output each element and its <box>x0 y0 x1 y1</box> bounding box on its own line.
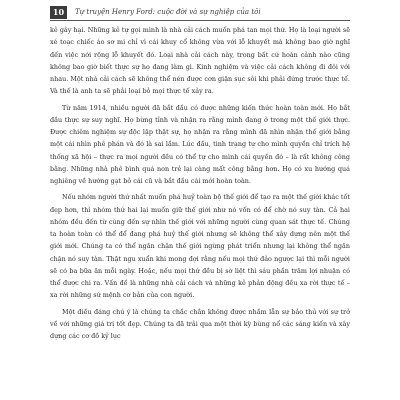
paragraph: Một điều đáng chú ý là chúng ta chắc chắn không được nhầm lẫn sự bảo thủ với sự trở về với những giá trị tốt đẹp. Chúng ta đã trải qua một thời kỳ bùng nổ các sáng kiến và xây dựng các cơ đồ kỷ lục <box>50 307 350 340</box>
paragraph: Nếu nhóm người thứ nhất muốn phá huỷ toàn bộ thế giới để tạo ra một thế giới khác tốt đẹp hơn, thì nhóm thứ hai lại muốn giữ thế giới như nó vốn có để chờ nó suy tàn. Cả hai nhóm đều đến từ cùng đến sự nhìn thế giới với những người cùng quan sát thực tế. Chúng ta hoàn toàn có thể để đang phá huỷ thế giới nhưng sẽ không thể xây dựng nên một thế giới mới. Chúng ta có thể ngăn chặn thế giới ngừng phát triển nhưng lại không thể ngăn chặn nó suy tàn. Thật ngu xuẩn khi mong đợi rằng nếu mọi thứ đảo ngược lại thì mỗi người sẽ có ba bữa ăn mỗi ngày. Hoặc, nếu mọi thứ đều bị sờ liệt thì sáu phần trăm lợi nhuận có thể được chi ra. Vấn đề là những nhà cải cách và những kẻ phản động đều xa rời thực tế – xa rời những sứ mệnh cơ bản của con người. <box>50 193 350 300</box>
page-header <box>50 4 350 20</box>
body-text <box>50 24 350 342</box>
paragraph: Từ năm 1914, nhiều người đã bắt đầu có được những kiến thức hoàn toàn mới. Họ bắt đầu thực sự suy nghĩ. Họ bừng tỉnh và nhận ra rằng mình đang ở trong một thế giới thực. Được chiêm nghiệm sự độc lập thật sự, họ nhận ra rằng mình đã nhìn nhận thế giới bằng một cái nhìn phê phán và đó là sai lầm. Lúc đầu, tinh trạng tự cho mình quyền chỉ trích hệ thống xã hội – thực ra mọi người đều có thể tự cho mình cái quyền đó – là rất không công bằng. Những nhà phê bình quá non trẻ lại càng mất công bằng hơn. Họ có xu hướng quá nghiêng về hướng gạt bỏ cái cũ và bắt đầu cái mới hoàn toàn. <box>50 103 350 185</box>
header-divider <box>50 20 350 21</box>
paragraph: kẻ gây hại. Những kẻ tự gọi mình là nhà cải cách muốn phá tan mọi thứ. Họ là loại người sẽ xé toạc chiếc áo sơ mi chỉ vì cái khuy cổ không vừa với lỗ khuyết mà không bao giờ nghĩ đến việc nới rộng lỗ khuyết đó. Loại nhà cải cách này, trong bất cứ hoàn cảnh nào cũng không bao giờ biết thực sự họ đang làm gì. Kinh nghiệm và việc cải cách không đi đôi với nhau. Một nhà cải cách sẽ không thể nén được cơn giận sục sôi khi phải đứng trước thực tế. Và thế là anh ta sẽ phải loại bỏ mọi thực tế xảy ra. <box>50 26 350 96</box>
page-number: 10 <box>50 6 67 19</box>
running-title: Tự truyện Henry Ford: cuộc đời và sự nghiệp của tôi <box>75 8 261 16</box>
